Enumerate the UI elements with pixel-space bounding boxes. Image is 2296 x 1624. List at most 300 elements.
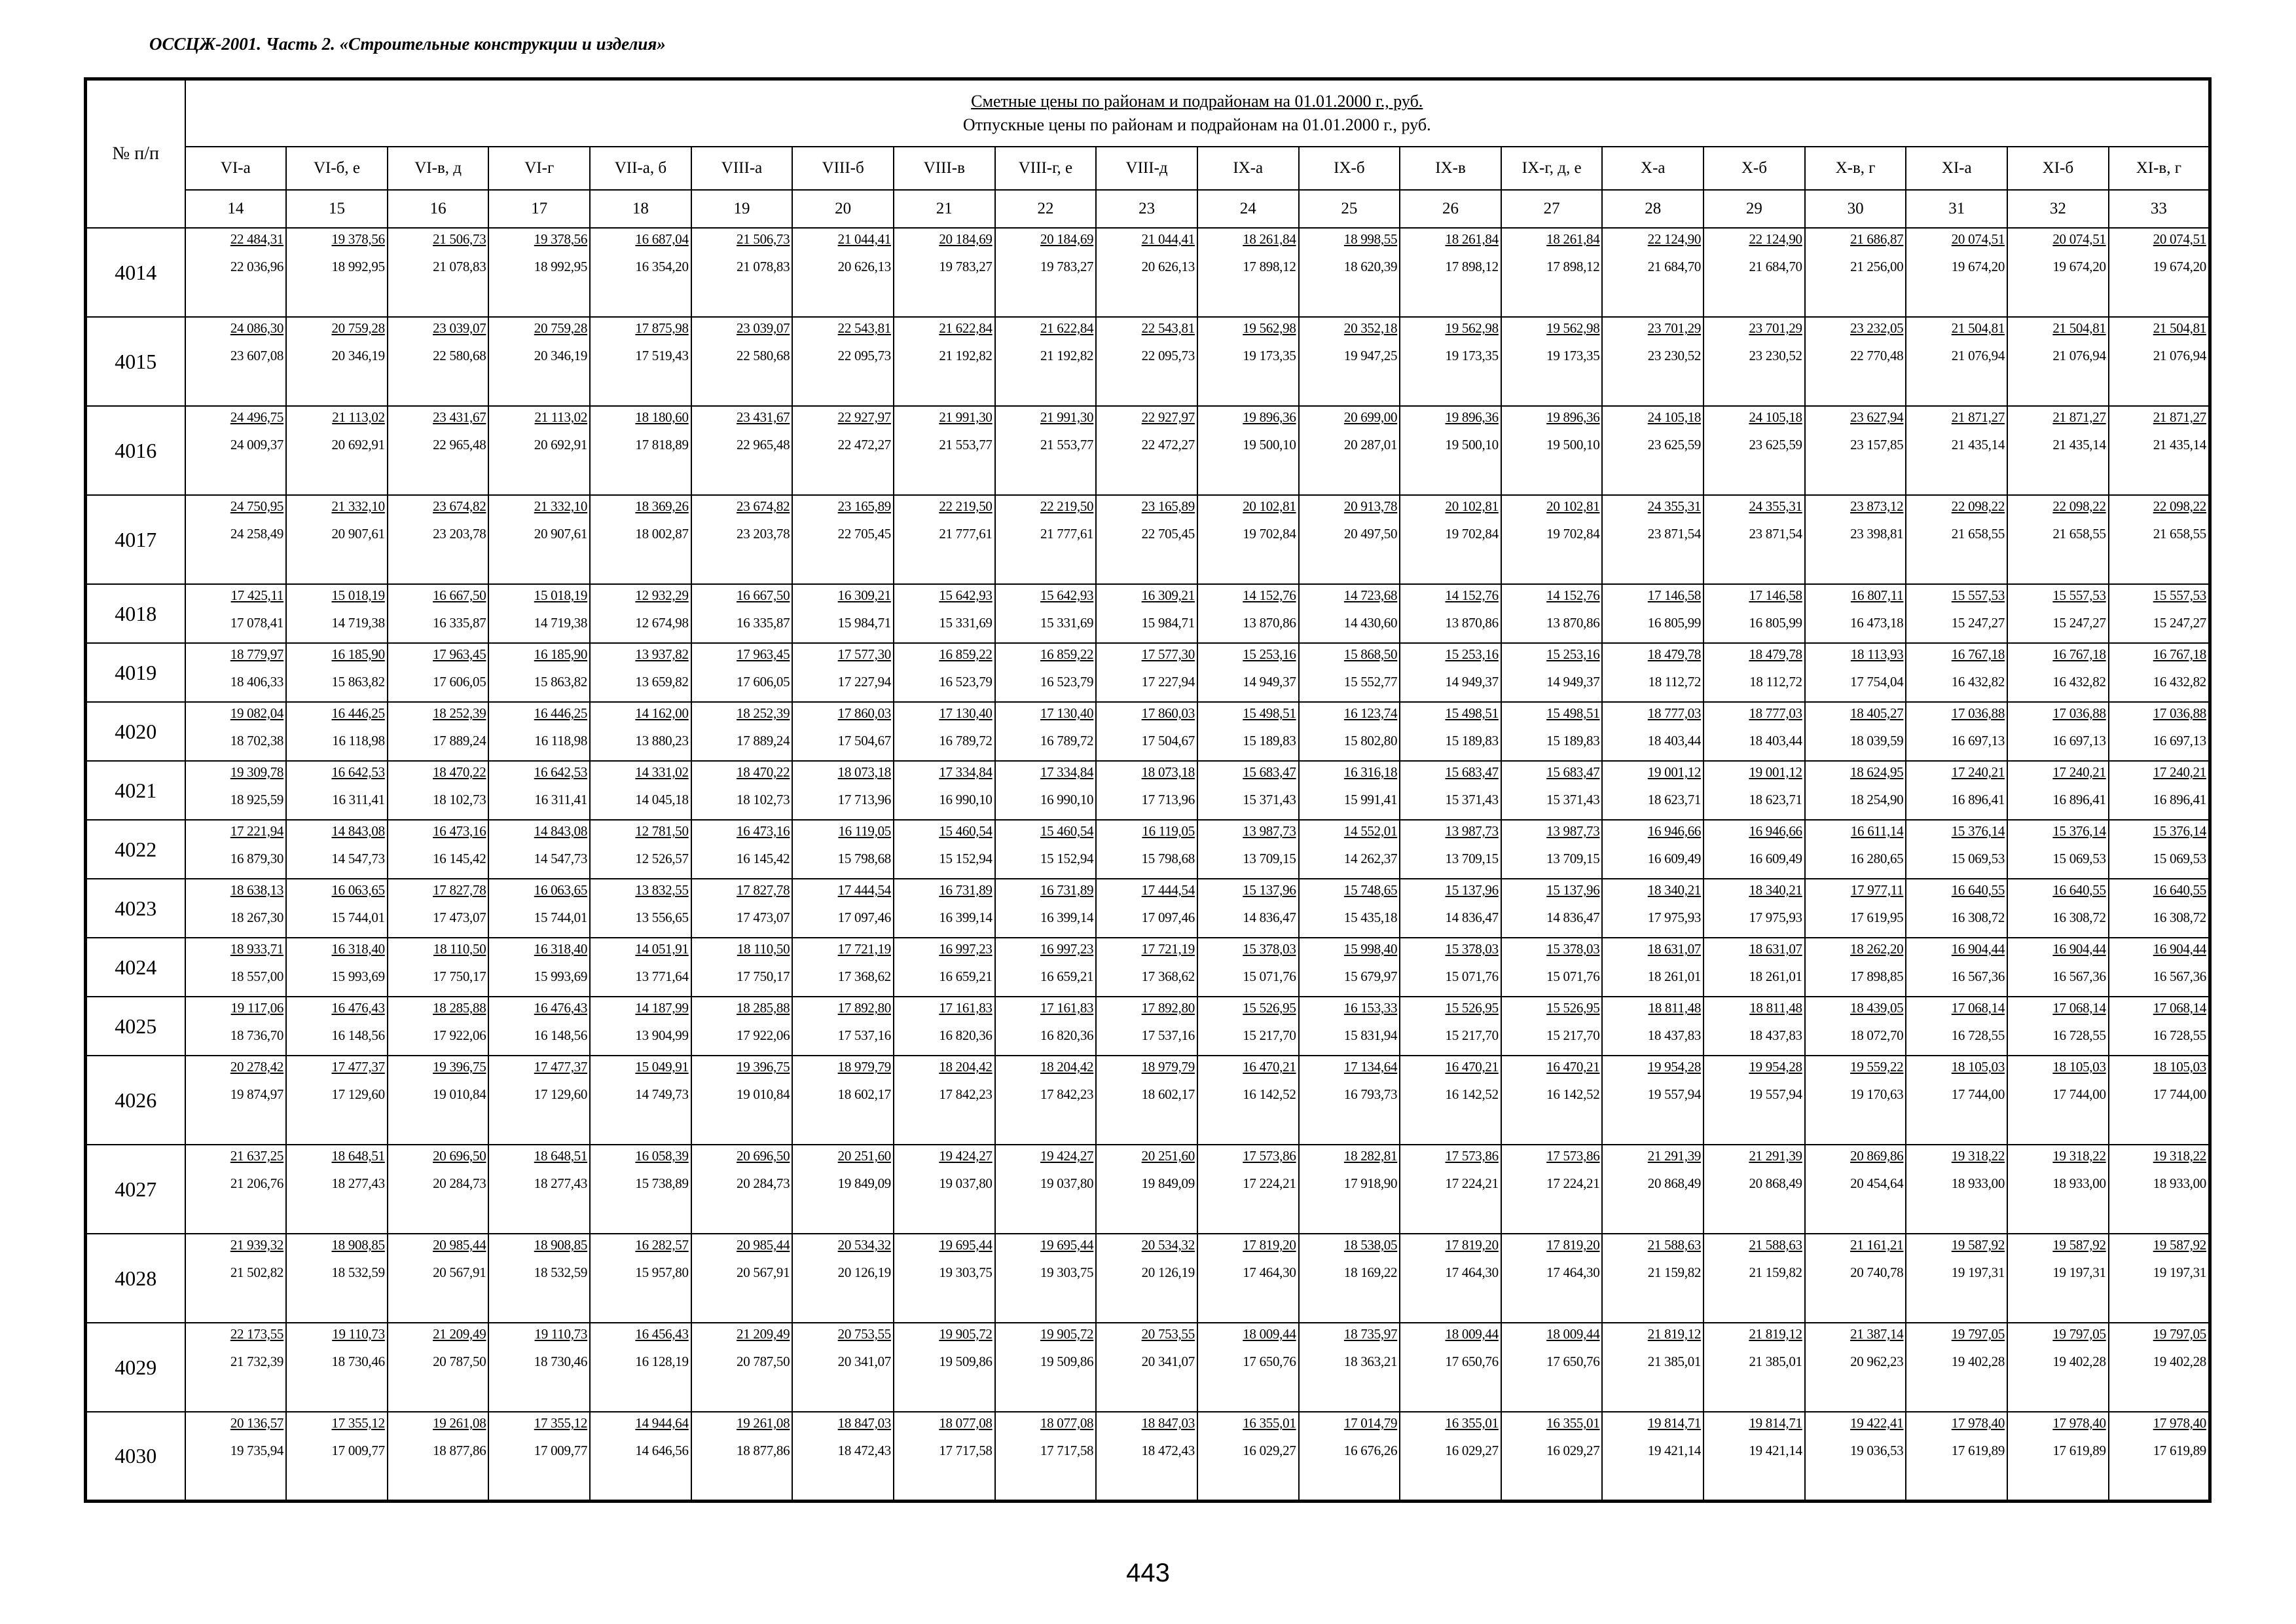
price-cell [388, 1145, 489, 1234]
price-cell [488, 584, 590, 643]
release-price: 19 783,27 [939, 259, 993, 274]
release-price: 19 010,84 [737, 1086, 790, 1102]
release-price: 14 547,73 [331, 851, 385, 866]
estimate-price: 17 573,86 [1243, 1148, 1296, 1164]
column-number: 17 [488, 190, 590, 228]
estimate-price: 17 014,79 [1343, 1415, 1398, 1431]
estimate-price: 21 622,84 [939, 320, 993, 336]
estimate-price: 19 378,56 [534, 231, 588, 247]
estimate-price: 18 648,51 [534, 1148, 588, 1164]
release-price: 18 602,17 [837, 1086, 891, 1102]
column-header: XI-а [1906, 147, 2007, 190]
price-cell [995, 1056, 1097, 1145]
estimate-price: 17 036,88 [1951, 705, 2005, 721]
release-price: 18 925,59 [230, 792, 284, 807]
column-number: 19 [691, 190, 793, 228]
table-row [86, 643, 2210, 702]
estimate-price: 20 753,55 [837, 1326, 891, 1342]
estimate-price: 15 378,03 [1445, 941, 1499, 957]
estimate-price: 17 963,45 [433, 646, 486, 662]
estimate-price: 17 146,58 [1749, 587, 1802, 603]
price-cell [185, 1234, 287, 1323]
estimate-price: 21 044,41 [1141, 231, 1195, 247]
price-cell [1704, 1056, 1805, 1145]
estimate-price: 19 261,08 [433, 1415, 486, 1431]
estimate-price: 18 777,03 [1647, 705, 1702, 721]
release-price: 14 045,18 [635, 792, 689, 807]
price-table-container [84, 77, 2212, 1497]
price-cell [792, 997, 894, 1056]
release-price: 20 284,73 [433, 1175, 486, 1191]
price-cell [286, 584, 388, 643]
estimate-price: 15 460,54 [1040, 823, 1094, 839]
estimate-price: 16 318,40 [534, 941, 588, 957]
release-price: 16 990,10 [1040, 792, 1094, 807]
estimate-price: 18 979,79 [1141, 1059, 1195, 1075]
estimate-price: 16 309,21 [1141, 587, 1195, 603]
row-id: 4028 [86, 1234, 185, 1323]
price-cell [2007, 643, 2109, 702]
price-cell [995, 761, 1097, 820]
release-price: 21 732,39 [230, 1354, 284, 1369]
release-price: 13 870,86 [1243, 615, 1296, 631]
release-price: 17 750,17 [433, 969, 486, 984]
price-cell [792, 495, 894, 584]
release-price: 23 203,78 [433, 526, 486, 542]
release-price: 12 674,98 [635, 615, 689, 631]
estimate-price: 14 552,01 [1343, 823, 1398, 839]
price-cell [1805, 584, 1906, 643]
release-price: 15 069,53 [1951, 851, 2005, 866]
release-price: 14 836,47 [1243, 910, 1296, 925]
price-cell [691, 1412, 793, 1501]
column-number: 29 [1704, 190, 1805, 228]
price-cell [388, 997, 489, 1056]
price-cell [1096, 317, 1197, 406]
estimate-price: 17 036,88 [2153, 705, 2206, 721]
column-header: XI-в, г [2109, 147, 2210, 190]
release-price: 16 145,42 [433, 851, 486, 866]
price-cell [1501, 938, 1603, 997]
estimate-price: 20 985,44 [737, 1237, 790, 1253]
estimate-price: 14 331,02 [635, 764, 689, 780]
estimate-price: 16 731,89 [939, 882, 993, 898]
estimate-price: 21 113,02 [332, 409, 385, 425]
price-cell [1602, 1056, 1704, 1145]
price-cell [1501, 1145, 1603, 1234]
estimate-price: 16 446,25 [534, 705, 588, 721]
estimate-price: 20 102,81 [1546, 498, 1600, 514]
release-price: 16 432,82 [2153, 674, 2206, 690]
estimate-price: 15 498,51 [1546, 705, 1600, 721]
release-price: 17 650,76 [1243, 1354, 1296, 1369]
price-cell [1299, 584, 1400, 643]
table-row [86, 938, 2210, 997]
estimate-price: 23 701,29 [1749, 320, 1802, 336]
price-cell [185, 584, 287, 643]
release-price: 20 868,49 [1647, 1175, 1702, 1191]
price-cell [1906, 1412, 2007, 1501]
estimate-price: 16 767,18 [2052, 646, 2106, 662]
release-price: 21 435,14 [2153, 437, 2206, 452]
release-price: 16 659,21 [939, 969, 993, 984]
estimate-price: 17 827,78 [433, 882, 486, 898]
release-price: 19 557,94 [1647, 1086, 1702, 1102]
estimate-price: 19 424,27 [939, 1148, 993, 1164]
price-cell [792, 1234, 894, 1323]
estimate-price: 17 068,14 [2052, 1000, 2106, 1016]
price-cell [1906, 1145, 2007, 1234]
release-price: 14 836,47 [1546, 910, 1600, 925]
release-price: 19 303,75 [939, 1264, 993, 1280]
estimate-price: 21 387,14 [1850, 1326, 1904, 1342]
estimate-price: 17 477,37 [534, 1059, 588, 1075]
price-cell [1299, 406, 1400, 495]
price-cell [1602, 1412, 1704, 1501]
price-cell [792, 820, 894, 879]
estimate-price: 19 587,92 [2153, 1237, 2206, 1253]
estimate-price: 16 446,25 [331, 705, 385, 721]
price-cell [590, 643, 691, 702]
release-price: 23 625,59 [1647, 437, 1702, 452]
price-cell [388, 406, 489, 495]
release-price: 16 789,72 [939, 733, 993, 748]
release-price: 19 500,10 [1243, 437, 1296, 452]
estimate-price: 18 285,88 [737, 1000, 790, 1016]
estimate-price: 18 369,26 [635, 498, 689, 514]
release-price: 15 984,71 [1141, 615, 1195, 631]
release-price: 21 078,83 [737, 259, 790, 274]
release-price: 19 674,20 [1951, 259, 2005, 274]
price-cell [691, 495, 793, 584]
release-price: 17 224,21 [1546, 1175, 1600, 1191]
price-cell [691, 820, 793, 879]
estimate-price: 21 871,27 [1951, 409, 2005, 425]
price-cell [2109, 879, 2210, 938]
release-price: 15 371,43 [1243, 792, 1296, 807]
release-price: 14 949,37 [1243, 674, 1296, 690]
price-cell [691, 643, 793, 702]
release-price: 20 341,07 [1141, 1354, 1195, 1369]
column-header: IX-в [1400, 147, 1501, 190]
price-cell [185, 702, 287, 761]
estimate-price: 16 859,22 [939, 646, 993, 662]
price-cell [1805, 317, 1906, 406]
release-price: 16 805,99 [1647, 615, 1702, 631]
price-cell [488, 228, 590, 317]
release-price: 23 871,54 [1749, 526, 1802, 542]
estimate-price: 16 456,43 [635, 1326, 689, 1342]
estimate-price: 17 860,03 [1141, 705, 1195, 721]
release-price: 17 650,76 [1546, 1354, 1600, 1369]
price-cell [1805, 820, 1906, 879]
price-cell [388, 1323, 489, 1412]
column-number: 26 [1400, 190, 1501, 228]
estimate-price: 18 009,44 [1546, 1326, 1600, 1342]
release-price: 17 898,12 [1445, 259, 1499, 274]
release-price: 22 036,96 [230, 259, 284, 274]
price-cell [1906, 317, 2007, 406]
table-row [86, 1323, 2210, 1412]
release-price: 16 432,82 [2052, 674, 2106, 690]
release-price: 16 728,55 [2153, 1027, 2206, 1043]
price-cell [1501, 997, 1603, 1056]
price-cell [590, 1145, 691, 1234]
price-cell [286, 1323, 388, 1412]
estimate-price: 23 165,89 [837, 498, 891, 514]
price-cell [1704, 495, 1805, 584]
price-cell [2007, 1145, 2109, 1234]
price-cell [894, 317, 995, 406]
price-cell [388, 495, 489, 584]
release-price: 17 744,00 [2052, 1086, 2106, 1102]
price-cell [1299, 879, 1400, 938]
release-price: 17 650,76 [1445, 1354, 1499, 1369]
column-number: 28 [1602, 190, 1704, 228]
price-cell [2007, 1056, 2109, 1145]
estimate-price: 19 318,22 [1951, 1148, 2005, 1164]
release-price: 18 169,22 [1343, 1264, 1398, 1280]
price-cell [1906, 761, 2007, 820]
price-cell [1906, 702, 2007, 761]
estimate-price: 20 074,51 [1951, 231, 2005, 247]
estimate-price: 24 105,18 [1749, 409, 1802, 425]
release-price: 15 331,69 [939, 615, 993, 631]
price-cell [1501, 1412, 1603, 1501]
release-price: 15 217,70 [1243, 1027, 1296, 1043]
price-cell [1299, 997, 1400, 1056]
release-price: 17 464,30 [1243, 1264, 1296, 1280]
estimate-price: 16 316,18 [1343, 764, 1398, 780]
estimate-price: 19 318,22 [2052, 1148, 2106, 1164]
price-cell [1805, 879, 1906, 938]
estimate-price: 19 562,98 [1445, 320, 1499, 336]
price-cell [995, 317, 1097, 406]
estimate-price: 20 102,81 [1243, 498, 1296, 514]
estimate-price: 19 695,44 [939, 1237, 993, 1253]
price-cell [1501, 495, 1603, 584]
price-cell [488, 702, 590, 761]
price-cell [1501, 584, 1603, 643]
release-price: 22 965,48 [433, 437, 486, 452]
release-price: 18 992,95 [534, 259, 588, 274]
estimate-price: 20 534,32 [837, 1237, 891, 1253]
estimate-price: 21 504,81 [1951, 320, 2005, 336]
release-price: 21 078,83 [433, 259, 486, 274]
release-price: 16 896,41 [2153, 792, 2206, 807]
price-cell [1906, 584, 2007, 643]
price-cell [1400, 584, 1501, 643]
price-cell [792, 761, 894, 820]
estimate-price: 20 251,60 [1141, 1148, 1195, 1164]
price-cell [2109, 1056, 2210, 1145]
release-price: 19 500,10 [1445, 437, 1499, 452]
price-cell [488, 1234, 590, 1323]
release-price: 19 702,84 [1243, 526, 1296, 542]
price-cell [2109, 584, 2210, 643]
price-cell [590, 1056, 691, 1145]
estimate-price: 16 473,16 [737, 823, 790, 839]
price-cell [792, 584, 894, 643]
estimate-price: 16 476,43 [534, 1000, 588, 1016]
release-price: 17 619,95 [1850, 910, 1904, 925]
price-cell [1299, 938, 1400, 997]
column-header: IX-а [1197, 147, 1299, 190]
price-cell [1197, 702, 1299, 761]
price-cell [590, 761, 691, 820]
price-cell [1906, 879, 2007, 938]
release-price: 14 430,60 [1343, 615, 1398, 631]
price-cell [792, 1323, 894, 1412]
release-price: 22 580,68 [433, 348, 486, 363]
price-cell [1299, 1323, 1400, 1412]
release-price: 16 896,41 [1951, 792, 2005, 807]
estimate-price: 16 355,01 [1546, 1415, 1600, 1431]
price-cell [1602, 938, 1704, 997]
price-cell [1197, 820, 1299, 879]
column-number: 30 [1805, 190, 1906, 228]
release-price: 17 464,30 [1546, 1264, 1600, 1280]
estimate-price: 20 102,81 [1445, 498, 1499, 514]
price-cell [894, 1323, 995, 1412]
price-cell [1197, 761, 1299, 820]
price-cell [894, 584, 995, 643]
price-cell [1906, 997, 2007, 1056]
price-cell [2007, 938, 2109, 997]
estimate-price: 20 136,57 [230, 1415, 284, 1431]
release-price: 15 247,27 [1951, 615, 2005, 631]
column-number: 32 [2007, 190, 2109, 228]
release-price: 17 097,46 [1141, 910, 1195, 925]
estimate-price: 15 557,53 [2052, 587, 2106, 603]
price-cell [1197, 643, 1299, 702]
release-price: 20 626,13 [1141, 259, 1195, 274]
estimate-price: 15 642,93 [939, 587, 993, 603]
price-cell [388, 643, 489, 702]
estimate-price: 21 209,49 [737, 1326, 790, 1342]
price-cell [388, 820, 489, 879]
price-cell [1602, 997, 1704, 1056]
price-cell [1096, 1234, 1197, 1323]
estimate-price: 20 913,78 [1343, 498, 1398, 514]
price-cell [590, 495, 691, 584]
release-price: 16 728,55 [1951, 1027, 2005, 1043]
estimate-price: 22 484,31 [230, 231, 284, 247]
release-price: 15 189,83 [1445, 733, 1499, 748]
estimate-price: 18 908,85 [534, 1237, 588, 1253]
table-row [86, 702, 2210, 761]
estimate-price: 19 117,06 [230, 1000, 284, 1016]
release-price: 18 112,72 [1648, 674, 1702, 690]
estimate-price: 15 683,47 [1445, 764, 1499, 780]
release-price: 18 472,43 [1141, 1443, 1195, 1458]
price-cell [185, 317, 287, 406]
price-cell [488, 643, 590, 702]
row-id: 4021 [86, 761, 185, 820]
estimate-price: 17 068,14 [1951, 1000, 2005, 1016]
price-cell [488, 879, 590, 938]
column-number: 24 [1197, 190, 1299, 228]
estimate-price: 16 687,04 [635, 231, 689, 247]
price-cell [1704, 702, 1805, 761]
price-cell [1704, 938, 1805, 997]
price-cell [1400, 643, 1501, 702]
price-cell [1299, 820, 1400, 879]
estimate-price: 19 559,22 [1850, 1059, 1904, 1075]
table-row [86, 495, 2210, 584]
release-price: 16 697,13 [1951, 733, 2005, 748]
price-cell [1096, 406, 1197, 495]
estimate-price: 14 723,68 [1343, 587, 1398, 603]
release-price: 19 197,31 [1951, 1264, 2005, 1280]
release-price: 19 173,35 [1445, 348, 1499, 363]
estimate-price: 14 843,08 [534, 823, 588, 839]
price-cell [2007, 317, 2109, 406]
estimate-price: 18 282,81 [1343, 1148, 1398, 1164]
estimate-price: 21 991,30 [939, 409, 993, 425]
estimate-price: 22 098,22 [2052, 498, 2106, 514]
document-header: ОССЦЖ-2001. Часть 2. «Строительные конструкции и изделия» [149, 34, 666, 54]
price-cell [1299, 1412, 1400, 1501]
estimate-price: 17 827,78 [737, 882, 790, 898]
price-cell [1096, 879, 1197, 938]
release-price: 22 472,27 [1141, 437, 1195, 452]
estimate-price: 19 318,22 [2153, 1148, 2206, 1164]
release-price: 18 102,73 [433, 792, 486, 807]
release-price: 16 728,55 [2052, 1027, 2106, 1043]
release-price: 13 709,15 [1546, 851, 1600, 866]
estimate-price: 18 470,22 [433, 764, 486, 780]
price-cell [2109, 938, 2210, 997]
estimate-price: 16 355,01 [1445, 1415, 1499, 1431]
row-id: 4016 [86, 406, 185, 495]
release-price: 18 933,00 [1951, 1175, 2005, 1191]
price-cell [995, 643, 1097, 702]
release-price: 15 798,68 [837, 851, 891, 866]
estimate-price: 16 767,18 [1951, 646, 2005, 662]
price-cell [792, 1412, 894, 1501]
price-cell [1501, 228, 1603, 317]
price-cell [388, 879, 489, 938]
estimate-price: 17 240,21 [1951, 764, 2005, 780]
estimate-price: 15 683,47 [1243, 764, 1296, 780]
estimate-price: 18 631,07 [1749, 941, 1802, 957]
estimate-price: 21 939,32 [230, 1237, 284, 1253]
release-price: 19 509,86 [939, 1354, 993, 1369]
estimate-price: 15 498,51 [1445, 705, 1499, 721]
release-price: 21 192,82 [1040, 348, 1094, 363]
price-cell [1197, 1234, 1299, 1323]
estimate-price: 19 110,73 [332, 1326, 385, 1342]
price-cell [995, 879, 1097, 938]
price-cell [691, 879, 793, 938]
column-number: 23 [1096, 190, 1197, 228]
estimate-price: 14 187,99 [635, 1000, 689, 1016]
estimate-price: 22 098,22 [1951, 498, 2005, 514]
estimate-price: 19 896,36 [1546, 409, 1600, 425]
price-cell [1602, 1145, 1704, 1234]
estimate-price: 21 332,10 [331, 498, 385, 514]
release-price: 17 368,62 [1141, 969, 1195, 984]
release-price: 16 820,36 [939, 1027, 993, 1043]
estimate-price: 18 077,08 [1040, 1415, 1094, 1431]
price-cell [1400, 495, 1501, 584]
price-cell [1096, 495, 1197, 584]
release-price: 17 818,89 [635, 437, 689, 452]
price-cell [1805, 1323, 1906, 1412]
estimate-price: 13 937,82 [635, 646, 689, 662]
release-price: 16 820,36 [1040, 1027, 1094, 1043]
